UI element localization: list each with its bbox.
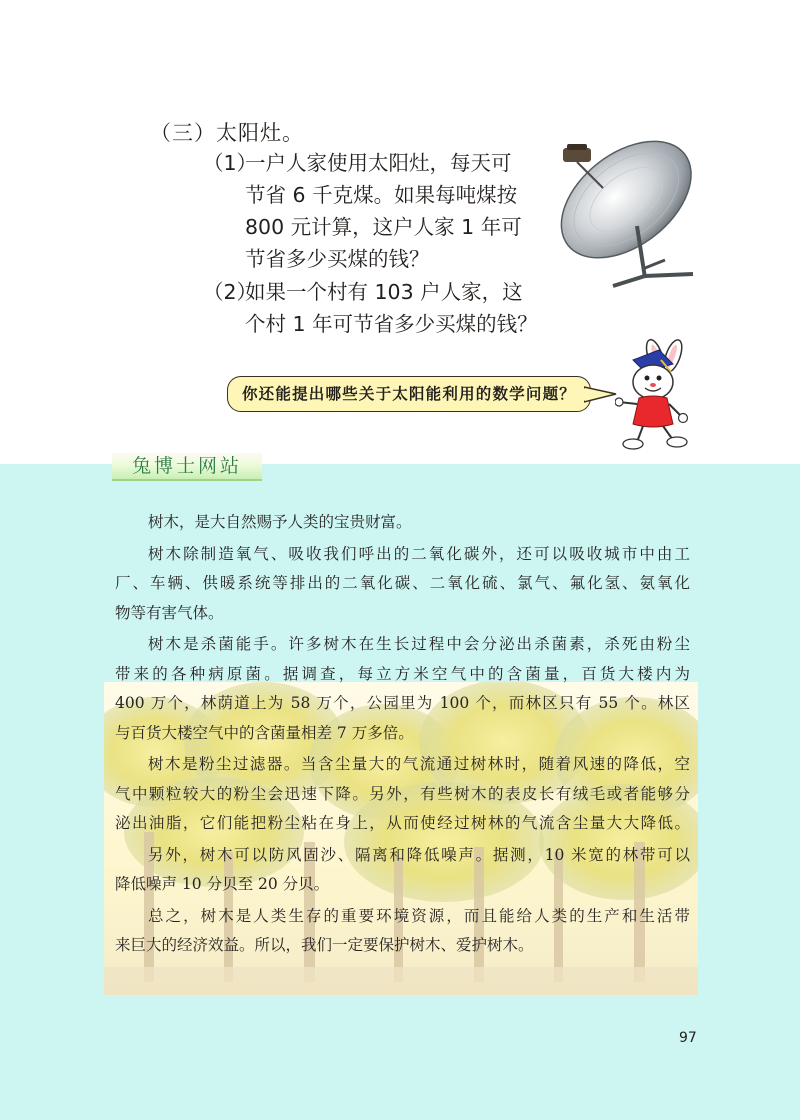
website-label: 兔博士网站 <box>131 455 242 477</box>
article-line: 树木是粉尘过滤器。当含尘量大的气流通过树林时，随着风速的降低，空 <box>148 755 690 773</box>
question-2-number: （2） <box>203 280 258 304</box>
page-number: 97 <box>679 1030 697 1046</box>
article-line: 降低噪声 10 分贝至 20 分贝。 <box>115 875 330 893</box>
article-line: 树木除制造氧气、吸收我们呼出的二氧化碳外，还可以吸收城市中由工 <box>148 544 690 563</box>
article-line: 另外，树木可以防风固沙、隔离和降低噪声。据测，10 米宽的林带可以 <box>148 845 690 864</box>
article-line: 厂、车辆、供暖系统等排出的二氧化碳、二氧化硫、氯气、氟化氢、氨氧化 <box>115 574 690 592</box>
article-line: 泌出油脂，它们能把粉尘粘在身上，从而使经过树林的气流含尘量大大降低。 <box>115 814 690 832</box>
question-1-line: 800 元计算，这户人家 1 年可 <box>245 215 522 239</box>
question-1-line: 一户人家使用太阳灶，每天可 <box>245 151 512 175</box>
solar-cooker-illustration <box>545 128 705 288</box>
article-line: 来巨大的经济效益。所以，我们一定要保护树木、爱护树木。 <box>115 936 534 954</box>
section-title: （三）太阳灶。 <box>150 121 304 145</box>
website-label-tab <box>112 453 262 481</box>
speech-bubble: 你还能提出哪些关于太阳能利用的数学问题？ <box>227 376 591 412</box>
question-1-line: 节省 6 千克煤。如果每吨煤按 <box>245 183 518 207</box>
article-line: 物等有害气体。 <box>115 603 224 622</box>
website-article <box>115 508 690 961</box>
article-line: 带来的各种病原菌。据调查，每立方米空气中的含菌量，百货大楼内为 <box>115 664 690 683</box>
question-1-number: （1） <box>203 151 258 175</box>
article-line: 树木，是大自然赐予人类的宝贵财富。 <box>148 513 412 531</box>
question-1-line: 节省多少买煤的钱？ <box>245 247 430 271</box>
question-2-line: 如果一个村有 103 户人家，这 <box>245 280 523 304</box>
article-line: 气中颗粒较大的粉尘会迅速下降。另外，有些树木的表皮长有绒毛或者能够分 <box>115 784 690 803</box>
article-line: 400 万个，林荫道上为 58 万个，公园里为 100 个，而林区只有 55 个。林区 <box>115 694 690 712</box>
article-line: 总之，树木是人类生存的重要环境资源，而且能给人类的生产和生活带 <box>148 906 690 925</box>
article-line: 树木是杀菌能手。许多树木在生长过程中会分泌出杀菌素，杀死由粉尘 <box>148 635 690 653</box>
speech-bubble-tail <box>584 384 618 406</box>
article-line: 与百货大楼空气中的含菌量相差 7 万多倍。 <box>115 723 414 742</box>
question-2-line: 个村 1 年可节省多少买煤的钱？ <box>245 312 538 336</box>
rabbit-mascot-icon <box>615 338 697 452</box>
solar-cooker-problem <box>0 0 800 460</box>
